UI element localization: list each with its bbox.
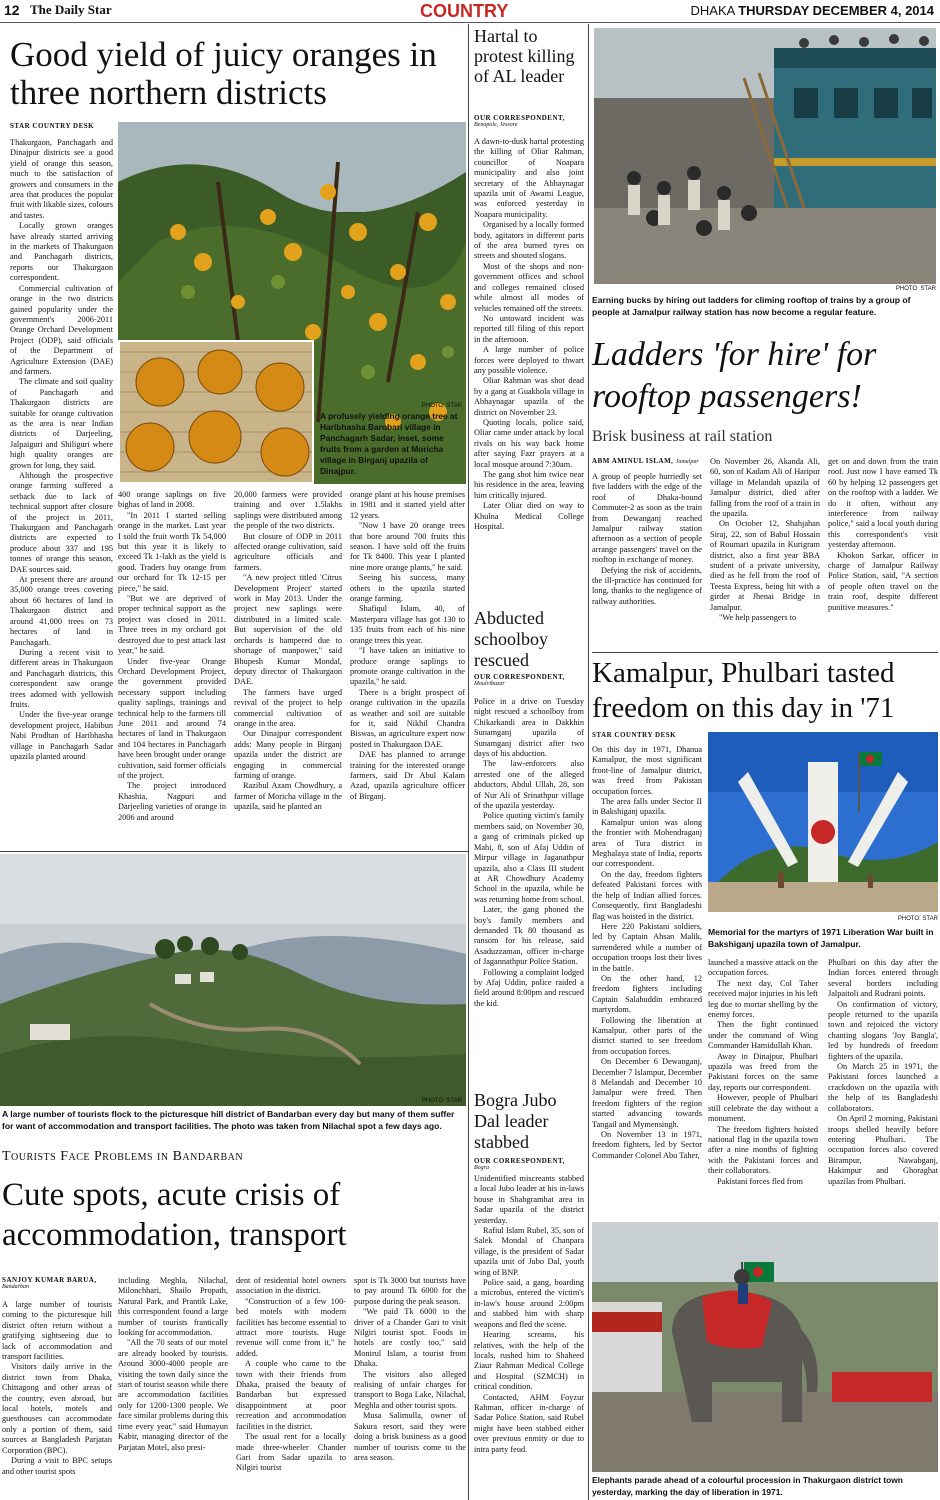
memorial-photo-credit: PHOTO: STAR (897, 916, 938, 922)
paragraph: Later, the gang phoned the boy's family members and demanded Tk 80 thousand as ransom for his release, said Asaduzzaman, officer in-charge of Jagannathpur Police Station. (474, 905, 584, 967)
section-title: COUNTRY (420, 1, 509, 21)
bogra-byline-name: OUR CORRESPONDENT, (474, 1157, 565, 1165)
paragraph: The climate and soil quality of Panchagarh and Thakurgaon districts are suitable for orange cultivation as the area is near Indian districts of Darjeeling, Jalpaiguri and Shiliguri where high quality oranges are grown for long, they said. (10, 377, 113, 470)
elephant-photo-caption: Elephants parade ahead of a colourful procession in Thakurgaon district town yesterday, marking the day of liberation in 1971. (592, 1475, 903, 1497)
paragraph: Contacted, AHM Foyzur Rahman, officer in-charge of Sadar Police Station, said Rubel might have been stabbed either over previous enmity or due to intra party feud. (474, 1392, 584, 1454)
paragraph: Following the liberation at Kamalpur, other parts of the district started to see freedom from occupation forces. (592, 1015, 702, 1056)
schoolboy-byline (474, 673, 586, 687)
oranges-byline: STAR COUNTRY DESK (10, 122, 95, 130)
paragraph: The law-enforcers also arrested one of the alleged abductors, Abdul Ullah, 28, son of Nur Ali of Srinathpur village of the upazila yesterday. (474, 759, 584, 811)
paragraph: Under the five-year orange development project, Habibun Nabi Prodhan of Haribhasha village in Panchagarh Sadar upazila planted around (10, 710, 113, 761)
paragraph: Here 220 Pakistani soldiers, led by Captain Ahsan Malik, surrendered while a number of occupation troops lost their lives in the battle. (592, 921, 702, 973)
paragraph: Kamalpur union was along the frontier with Mohendraganj area of Tura district in Meghalaya state of India, reports our correspondent. (592, 817, 702, 869)
ladders-byline-name: ABM AMINUL ISLAM, (592, 457, 674, 465)
paragraph: launched a massive attack on the occupation forces. (708, 958, 818, 978)
paragraph: On confirmation of victory, people returned to the upazila town and rejoiced the victory chanting slogans 'Joy Bangla', led by hundreds of freedom fighters of the upazila. (828, 999, 938, 1061)
paragraph: Following a complaint lodged by Afaj Uddin, police raided a field around 8:00pm and rescued the kid. (474, 967, 584, 1008)
paragraph: including Meghla, Nilachal, Milonchhari, Shailo Propath, Natural Park, and Prantik Lake, this correspondent found a large number of tourists frantically looking for accommodation. (118, 1276, 228, 1338)
paragraph: The usual rent for a locally made three-wheeler Chander Gari from Sadar upazila to Nilgiri tourist (236, 1432, 346, 1473)
ladders-subhead: Brisk business at rail station (592, 428, 773, 445)
paragraph: On November 26, Akanda Ali, 60, son of Kadam Ali of Haripur village in Melandah upazila of Jamalpur district, died after falling from the roof of a train in the upazila. (710, 457, 820, 519)
paragraph: On the other hand, 12 freedom fighters including Captain Salahuddin embraced martyrdom. (592, 973, 702, 1015)
page-number: 12 (4, 2, 20, 18)
paragraph: The freedom fighters hoisted national flag in the upazila town after a nine months of fighting with the Pakistani forces and their collaborators. (708, 1124, 818, 1176)
paragraph: Police quoting victim's family members said, on November 30, a gang of criminals picked up Mahi, 8, son of Afaj Uddin of Mirpur village in Jaganathpur upazila, also a Class III student at AR Chowdhury Academy School in the upazila, while he was returning home from school. (474, 811, 584, 904)
oranges-col-1 (10, 138, 113, 844)
paragraph: Commercial cultivation of orange in the two districts gained popularity under the government's 2006-2011 Orange Orchard Development Project (ODP), said officials of the Department of Agriculture Extension (DAE) and farmers. (10, 283, 113, 376)
paragraph: A dawn-to-dusk hartal protesting the killing of Oliar Rahman, councillor of Noapara municipality and also joint secretary of the Abhaynagar upazila unit of Awami League, was enforced yesterday in Noapara municipality. (474, 137, 584, 219)
paragraph: A couple who came to the town with their friends from Dhaka, praised the beauty of Bandarban but expressed disappointment at poor recreation and accommodation facilities in the district. (236, 1359, 346, 1431)
schoolboy-byline-place: Moulvibazar (474, 681, 505, 687)
paragraph: "In 2011 I started selling orange in the market. Last year I sold the fruit worth Tk 54,000 but this year it is likely to exceed Tk 1-lakh as the yield is good. Traders buy orange from our orchard for Tk 12-15 per piece," he said. (118, 510, 226, 593)
bandarban-byline (2, 1276, 112, 1290)
paragraph: Most of the shops and non-government offices and school and colleges remained closed while almost all modes of vehicles remained off the streets. (474, 261, 584, 313)
bandarban-col-2 (118, 1276, 228, 1498)
hartal-byline-place: Benapole, Jessore (474, 122, 518, 128)
bandarban-photo-credit: PHOTO: STAR (421, 1098, 462, 1104)
schoolboy-byline-name: OUR CORRESPONDENT, (474, 673, 565, 681)
paragraph: Although the prospective orange farming suffered a setback due to lack of technical support after closure of the project in 2011, Thakurgaon and Panchagarh districts are expected to produce about 337 and 195 tonnes of orange this season, DAE sources said. (10, 471, 113, 574)
oranges-col-2 (118, 490, 226, 844)
kamalpur-col-2 (708, 958, 818, 1215)
paragraph: Musa Salimulla, owner of Sakura resort, said they were doing a brisk business as a good number of tourists come to the area season. (354, 1411, 466, 1462)
paragraph: The gang shot him twice near his residence in the area, leaving him critically injured. (474, 470, 584, 500)
paragraph: "But we are deprived of proper technical support as the project was closed in 2011. Three trees in my orchard got destroyed due to pest attack last year," he said. (118, 594, 226, 656)
divider-kamalpur (592, 652, 938, 653)
paragraph: Police in a drive on Tuesday night rescued a schoolboy from Chikarkandi area in Dakkhin Sunamganj upazila of Sunamganj district after two days of his abduction. (474, 697, 584, 759)
paragraph: Visitors daily arrive in the district town from Dhaka, Chittagong and other areas of the country, even abroad, but local hotels, motels and guesthouses can accommodate only a portion of them, said sources at Bangladesh Parjatan Corporation (BPC). (2, 1362, 112, 1455)
paragraph: Organised by a locally formed body, agitators in different parts of the area burned tyres on streets and shouted slogans. (474, 220, 584, 261)
paragraph: On December 6 Dewanganj, December 7 Islampur, December 8 Melandah and December 10 Jamalpur were freed. Then freedom fighters of the region started advancing towards Tangail and Mymensingh. (592, 1057, 702, 1129)
paragraph: Khokon Sarkar, officer in charge of Jamalpur Railway Police Station, said, "A section of people often travel on the train roof, despite different punitive measures." (828, 550, 938, 612)
paragraph: Seeing his success, many others in the upazila started orange farming. (350, 573, 465, 604)
ladders-col-3 (828, 457, 938, 648)
paragraph: dent of residential hotel owners association in the district. (236, 1276, 346, 1296)
bogra-headline: Bogra Jubo Dal leader stabbed (474, 1090, 557, 1152)
bandarban-headline: Cute spots, acute crisis of accommodation, transport (2, 1177, 347, 1253)
bandarban-photo-caption: A large number of tourists flock to the picturesque hill district of Bandarban every day but many of them suffer for want of accommodation and transport facilities. The photo was taken from Nilachal spot a few days ago. (2, 1109, 455, 1131)
ladders-col-1 (592, 472, 702, 648)
paragraph: The farmers have urged revival of the project to help commercial cultivation of orange in the area. (234, 687, 342, 728)
paragraph: "Now I have 20 orange trees that bore around 700 fruits this season. I have sold off the fruits for Tk 8400. This year I planted nine more orange plants," he said. (350, 521, 465, 572)
divider-bandarban (0, 851, 468, 852)
paragraph: Thakurgaon, Panchagarh and Dinajpur districts see a good yield of orange this season, much to the satisfaction of growers and consumers in the area that produces the popular fruit with likable sizes, colours and tastes. (10, 138, 113, 220)
paper-name: The Daily Star (30, 2, 112, 17)
paragraph: The visitors also alleged realising of unfair charges for transport to Boga Lake, Nilachal, Meghla and other tourist spots. (354, 1369, 466, 1410)
paragraph: On October 12, Shahjahan Siraj, 22, son of Babul Hossain of Roumari upazila in Kurigram district, also a first year BBA student of a private university, died as he fell from the roof of Teesta Express, being hit with a girder at Jhenai Bridge in Jamalpur. (710, 519, 820, 612)
bandarban-byline-place: Bandarban (2, 1284, 29, 1290)
paragraph: Then the fight continued under the command of Wing Commander Hamidullah Khan. (708, 1020, 818, 1051)
paragraph: 20,000 farmers were provided training and over 1.5lakhs saplings were distributed among the people of the two districts. (234, 490, 342, 531)
paragraph: spot is Tk 3000 but tourists have to pay around Tk 6000 for the purpose during the peak season. (354, 1276, 466, 1306)
bogra-byline (474, 1157, 586, 1171)
paragraph: Unidentified miscreants stabbed a local Jubo leader at his in-laws house in Shabgramhat area in Sadar upazila of the district yesterday. (474, 1174, 584, 1225)
bogra-body (474, 1174, 584, 1496)
paragraph: "We help passengers to (719, 613, 797, 623)
ladders-photo-caption: Earning bucks by hiring out ladders for climing rooftop of trains by a group of people at Jamalpur railway station has now become a regular feature. (592, 295, 911, 317)
paragraph: Shafiqul Islam, 40, of Masterpara village has got 130 to 135 fruits from each of his nine orange trees this year. (350, 604, 465, 645)
schoolboy-body (474, 697, 584, 1083)
paragraph: "A new project titled 'Citrus Development Project' started work in May 2013. Under the project new saplings were distributed in a limited scale. But supervision of the old orchards is hampered due to shortage of manpower," said Bhupesh Kumar Mondal, deputy director of Thakurgaon DAE. (234, 573, 342, 687)
paragraph: The area falls under Sector II in Bakshiganj upazila. (592, 797, 702, 817)
memorial-photo (708, 732, 938, 912)
paragraph: orange plant at his house premises in 1981 and it started yield after 12 years. (350, 490, 465, 520)
paragraph: Police said, a gang, boarding a microbus, entered the victim's in-law's house around 2:00pm and stabbed him with sharp weapons and fled the scene. (474, 1278, 584, 1329)
paragraph: Oliar Rahman was shot dead by a gang at Guakhola village in Abhaynagar upazila of the district on November 23. (474, 376, 584, 417)
bogra-byline-place: Bogra (474, 1165, 489, 1171)
paragraph: "I have taken an initiative to produce orange saplings to promote orange cultivation in the upazila," he said. (350, 646, 465, 687)
column-rule-left (468, 24, 469, 1500)
paragraph: There is a bright prospect of orange cultivation in the upazila as weather and soil are suitable for it, said Nikhil Chandra Biswas, an agriculture expert now posted in Thakurgaon DAE. (350, 687, 465, 749)
bandarban-col-1 (2, 1300, 112, 1498)
kamalpur-byline: STAR COUNTRY DESK (592, 731, 677, 739)
oranges-headline: Good yield of juicy oranges in three northern districts (10, 35, 437, 112)
paragraph: Hearing screams, his relatives, with the help of the locals, rushed him to Shaheed Ziaur Rahman Medical College and Hospital (SZMCH) in critical condition. (474, 1330, 584, 1392)
bandarban-hill-photo (0, 854, 466, 1106)
ladders-col-2 (710, 457, 820, 648)
schoolboy-headline: Abducted schoolboy rescued (474, 608, 548, 670)
masthead (0, 0, 940, 23)
ladders-headline: Ladders 'for hire' for rooftop passengers! (592, 336, 877, 415)
bandarban-byline-name: SANJOY KUMAR BARUA, (2, 1276, 97, 1284)
paragraph: During a visit to BPC setups and other tourist spots (2, 1456, 112, 1476)
ladders-byline-place: Jamalpur (675, 459, 699, 465)
paragraph: However, people of Phulbari still celebrate the day without a monument. (708, 1093, 818, 1124)
paragraph: Pakistani forces fled from (717, 1176, 803, 1186)
paragraph: Razibul Azam Chowdhury, a farmer of Moricha village in the upazila, said he planted an (234, 781, 342, 812)
column-rule-right (588, 24, 589, 1500)
paragraph: Later Oliar died on way to Khulna Medical College Hospital. (474, 501, 584, 532)
paragraph: DAE has planned to arrange training for the interested orange farmers, said Dr Abul Kalam Azad, upazila agriculture officer of Birganj. (350, 750, 465, 801)
paragraph: A large number of police forces were deployed to thwart any possible violence. (474, 345, 584, 375)
paragraph: The project introduced Khashia, Nagpuri and Darjeeling varieties of orange in 2006 and around (118, 781, 226, 822)
oranges-col-4 (350, 490, 465, 844)
oranges-photo-caption: A profusely yielding orange tree at Haribhasha Barobari village in Panchagarh Sadar, inset, some fruits from a garden at Moricha village in Birganj upazila of Dinajpur. (320, 411, 458, 476)
memorial-photo-caption: Memorial for the martyrs of 1971 Liberation War built in Bakshiganj upazila town of Jamalpur. (708, 927, 934, 949)
hartal-headline: Hartal to protest killing of AL leader (474, 26, 575, 86)
oranges-photo-credit: PHOTO: STAR (421, 403, 462, 409)
paragraph: During a recent visit to different areas in Thakurgaon and Panchagarh districts, this correspondent saw orange trees adorned with yellowish fruits. (10, 647, 113, 709)
paragraph: A group of people hurriedly set five ladders with the edge of the roof of Dhaka-bound Commuter-2 as soon as the train from Dewanganj reached Jamalpur railway station afternoon as a section of people arrange passengers' travel on the rooftop in exchange of money. (592, 472, 702, 565)
hartal-byline-name: OUR CORRESPONDENT, (474, 114, 565, 122)
paragraph: No untoward incident was reported till filing of this report in the afternoon. (474, 313, 584, 344)
dateline (691, 3, 935, 18)
paragraph: On November 13 in 1971, freedom fighters, led by Sector Commander Colonel Abu Taher, (592, 1130, 702, 1160)
paragraph: get on and down from the train roof. Just now I have earned Tk 60 by helping 12 passengers get on the rooftop with a ladder. We do it often, without any interference from railway police," said a local youth during this correspondent's visit yesterday afternoon. (828, 457, 938, 550)
paragraph: The next day, Col Taher received major injuries in his left leg due to mortar shelling by the enemy forces. (708, 978, 818, 1020)
paragraph: Our Dinajpur correspondent adds: Many people in Birganj upazila under the district are engaging in commercial farming of orange. (234, 729, 342, 780)
bandarban-col-4 (354, 1276, 466, 1498)
dateline-city: DHAKA (690, 3, 735, 18)
paragraph: Under five-year Orange Orchard Development Project, the government provided necessary support including quality saplings, trainings and technical help to the farmers till June 2011 and around 74 hectares of land in Thakurgaon and 104 hectares in Panchagarh have been brought under orange cultivation, said former officials of the project. (118, 656, 226, 780)
paragraph: Quoting locals, police said, Oliar came under attack by local rivals on his way back home after saying Fazr prayers at a local mosque around 7:30am. (474, 417, 584, 469)
elephant-parade-photo (592, 1222, 938, 1472)
ladders-photo-credit: PHOTO: STAR (895, 286, 936, 292)
paragraph: On the day, freedom fighters defeated Pakistani forces with the help of Indian allied forces. Consequently, first Bangladeshi flag was hoisted in the district. (592, 869, 702, 921)
paragraph: "All the 70 seats of our motel are already booked by tourists. Around 3000-4000 people are visiting the town daily since the start of tourist season while there are accommodation facilities only for 1200-1300 people. We face similar problems during this time every year," said Humayun Kabir, managing director of the Parjatan Motel, also presi- (118, 1338, 228, 1452)
paragraph: Phulbari on this day after the Indian forces entered through several borders including Jalpaitoli and Rudrani points. (828, 958, 938, 999)
paragraph: 400 orange saplings on five bighas of land in 2008. (118, 490, 226, 510)
kamalpur-col-3 (828, 958, 938, 1215)
hartal-byline (474, 114, 586, 128)
paragraph: On April 2 morning, Pakistani troops shelled heavily before entering Phulbari. The occupation forces also covered Birampur, Nawabganj, Hakimpur and Ghoraghat upazilas from Phulbari. (828, 1114, 938, 1186)
ladders-byline (592, 457, 707, 465)
paragraph: On March 25 in 1971, the Pakistani forces launched a crackdown on the upazila with the help of its Bangladeshi collaborators. (828, 1062, 938, 1113)
paragraph: Defying the risk of accidents, the ill-practice has continued for long, thanks to the negligence of railway authorities. (592, 565, 702, 606)
kamalpur-headline: Kamalpur, Phulbari tasted freedom on this day in '71 (592, 657, 895, 724)
paragraph: "We paid Tk 6000 to the driver of a Chander Gari to visit Nilgiri tourist spot. Foods in hotels are costly too," said Monirul Islam, a tourist from Dhaka. (354, 1307, 466, 1369)
bandarban-col-3 (236, 1276, 346, 1498)
paragraph: Locally grown oranges have already started arriving in the markets of Thakurgaon and Panchagarh districts, reports our Thakurgaon correspondent. (10, 221, 113, 283)
dateline-date: THURSDAY DECEMBER 4, 2014 (738, 3, 934, 18)
oranges-col-3 (234, 490, 342, 844)
paragraph: At present there are around 35,000 orange trees covering about 66 hectares of land in Thakurgaon district and around 41,000 trees on 73 hectares of land in Panchagarh. (10, 575, 113, 647)
hartal-body (474, 137, 584, 603)
paragraph: A large number of tourists coming to the picturesque hill district often return without a gratifying sightseeing due to lack of accommodation and transport facilities. (2, 1300, 112, 1362)
paragraph: "Construction of a few 100-bed motels with modern facilities has become essential to attract more tourists. Huge revenue will come from it," he added. (236, 1296, 346, 1358)
paragraph: On this day in 1971, Dhanua Kamalpur, the most significant front-line of Jamalpur district, was freed from Pakistan occupation forces. (592, 745, 702, 796)
paragraph: Away in Dinajpur, Phulbari upazila was freed from the Pakistani forces on the same day, reports our correspondent. (708, 1051, 818, 1092)
paragraph: But closure of ODP in 2011 affected orange cultivation, said agriculture officials and farmers. (234, 531, 342, 572)
bandarban-kicker: Tourists Face Problems in Bandarban (2, 1149, 244, 1164)
kamalpur-col-1 (592, 745, 702, 1215)
paragraph: Rafiul Islam Rubel, 35, son of Salek Mondal of Chanpara village, is the president of Sadar upazila unit of Jubo Dal, youth wing of BNP. (474, 1226, 584, 1277)
railway-station-photo (594, 28, 936, 284)
orange-basket-inset-photo (118, 340, 314, 484)
